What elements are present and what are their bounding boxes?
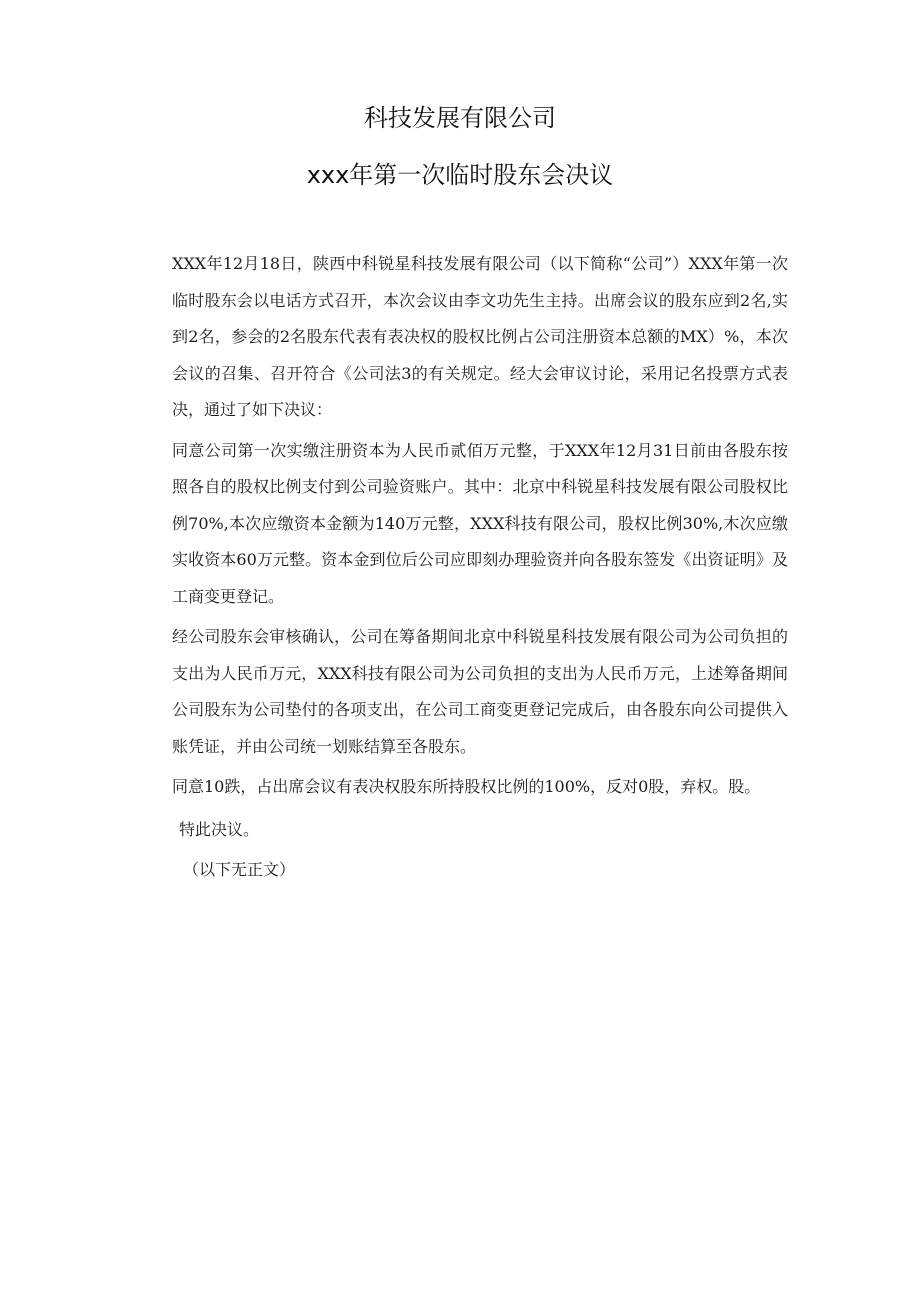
meeting-title: xxx年第一次临时股东会决议 bbox=[306, 161, 614, 189]
end-note: （以下无正文） bbox=[183, 860, 296, 879]
resolution-body bbox=[172, 246, 788, 810]
resolution-closing: 特此决议。 bbox=[179, 820, 260, 839]
company-title: 科技发展有限公司 bbox=[364, 104, 556, 132]
paragraph-meeting-info: XXX年12月18日，陕西中科锐星科技发展有限公司（以下简称“公司”）XXX年第一次临时股东会以电话方式召开，本次会议由李文功先生主持。出席会议的股东应到2名,实到2名，参会的2名股东代表有表决权的股权比例占公司注册资本总额的MX）%，本次会议的召集、召开符合《公司法3的有关规定。经大会审议讨论，采用记名投票方式表决，通过了如下决议： bbox=[172, 254, 788, 419]
paragraph-vote-result: 同意10跌，占出席会议有表决权股东所持股权比例的100%，反对0股，弃权。股。 bbox=[172, 777, 761, 796]
paragraph-capital-contribution: 同意公司第一次实缴注册资本为人民币贰佰万元整，于XXX年12月31日前由各股东按照各自的股权比例支付到公司验资账户。其中：北京中科锐星科技发展有限公司股权比例70%,本次应缴资本金额为140万元整，XXX科技有限公司，股权比例30%,木次应缴实收资本60万元整。资本金到位后公司应即刻办理验资并向各股东签发《出资证明》及工商变更登记。 bbox=[172, 440, 788, 606]
paragraph-preparation-expenses: 经公司股东会审核确认，公司在筹备期间北京中科锐星科技发展有限公司为公司负担的支出为人民币万元，XXX科技有限公司为公司负担的支出为人民币万元，上述筹备期间公司股东为公司垫付的各项支出，在公司工商变更登记完成后，由各股东向公司提供入账凭证，并由公司统一划账结算至各股东。 bbox=[172, 627, 788, 756]
